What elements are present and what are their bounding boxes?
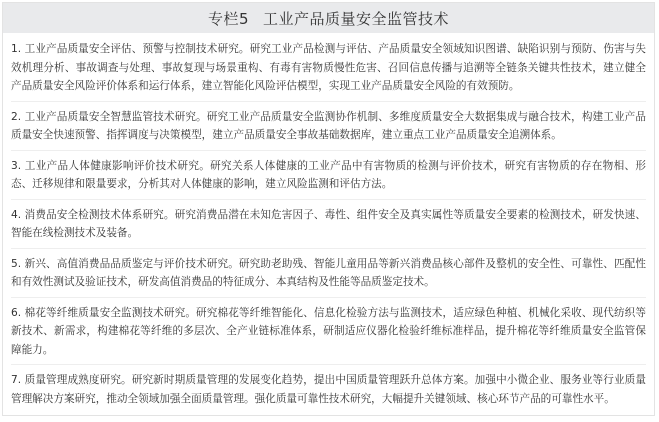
box-title-text: 工业产品质量安全监管技术 [263, 9, 450, 28]
box-title-number: 专栏5 [207, 9, 250, 28]
feature-box [2, 2, 655, 416]
list-item: 5. 新兴、高值消费品品质鉴定与评价技术研究。研究助老助残、智能儿童用品等新兴消费品核心部件及整机的安全性、可靠性、匹配性和有效性测试及验证技术，研发高值消费品的特征成分、本真结构及性能等品质鉴定技术。 [11, 254, 646, 298]
list-item: 4. 消费品安全检测技术体系研究。研究消费品潜在未知危害因子、毒性、组件安全及真实属性等质量安全要素的检测技术，研发快速、智能在线检测技术及装备。 [11, 205, 646, 249]
list-item: 2. 工业产品质量安全智慧监管技术研究。研究工业产品质量安全监测协作机制、多维度质量安全大数据集成与融合技术，构建工业产品质量安全快速预警、指挥调度与决策模型，建立产品质量安全事故基础数据库，建立重点工业产品质量安全追溯体系。 [11, 107, 646, 151]
box-title [3, 3, 654, 33]
list-item: 1. 工业产品质量安全评估、预警与控制技术研究。研究工业产品检测与评估、产品质量安全领域知识图谱、缺陷识别与预防、伤害与失效机理分析、事故调查与处理、事故复现与场景重构、有毒有害物质慢性危害、召回信息传播与追溯等全链条关键共性技术，建立健全产品质量安全风险评价体系和运行体系，建立智能化风险评估模型，实现工业产品质量安全风险的有效预防。 [11, 39, 646, 102]
list-item: 6. 棉花等纤维质量安全监测技术研究。研究棉花等纤维智能化、信息化检验方法与监测技术，适应绿色种植、机械化采收、现代纺织等新技术、新需求，构建棉花等纤维的多层次、全产业链标准体系，研制适应仪器化检验纤维标准样品，提升棉花等纤维质量安全监管保障能力。 [11, 303, 646, 366]
box-content [3, 33, 654, 413]
list-item: 7. 质量管理成熟度研究。研究新时期质量管理的发展变化趋势，提出中国质量管理跃升总体方案。加强中小微企业、服务业等行业质量管理解决方案研究，推动全领域加强全面质量管理。强化质量可靠性技术研究，大幅提升关键领域、核心环节产品的可靠性水平。 [11, 374, 646, 405]
list-item: 3. 工业产品人体健康影响评价技术研究。研究关系人体健康的工业产品中有害物质的检测与评价技术，研究有害物质的存在物相、形态、迁移规律和限量要求，分析其对人体健康的影响，建立风险监测和评估方法。 [11, 156, 646, 200]
